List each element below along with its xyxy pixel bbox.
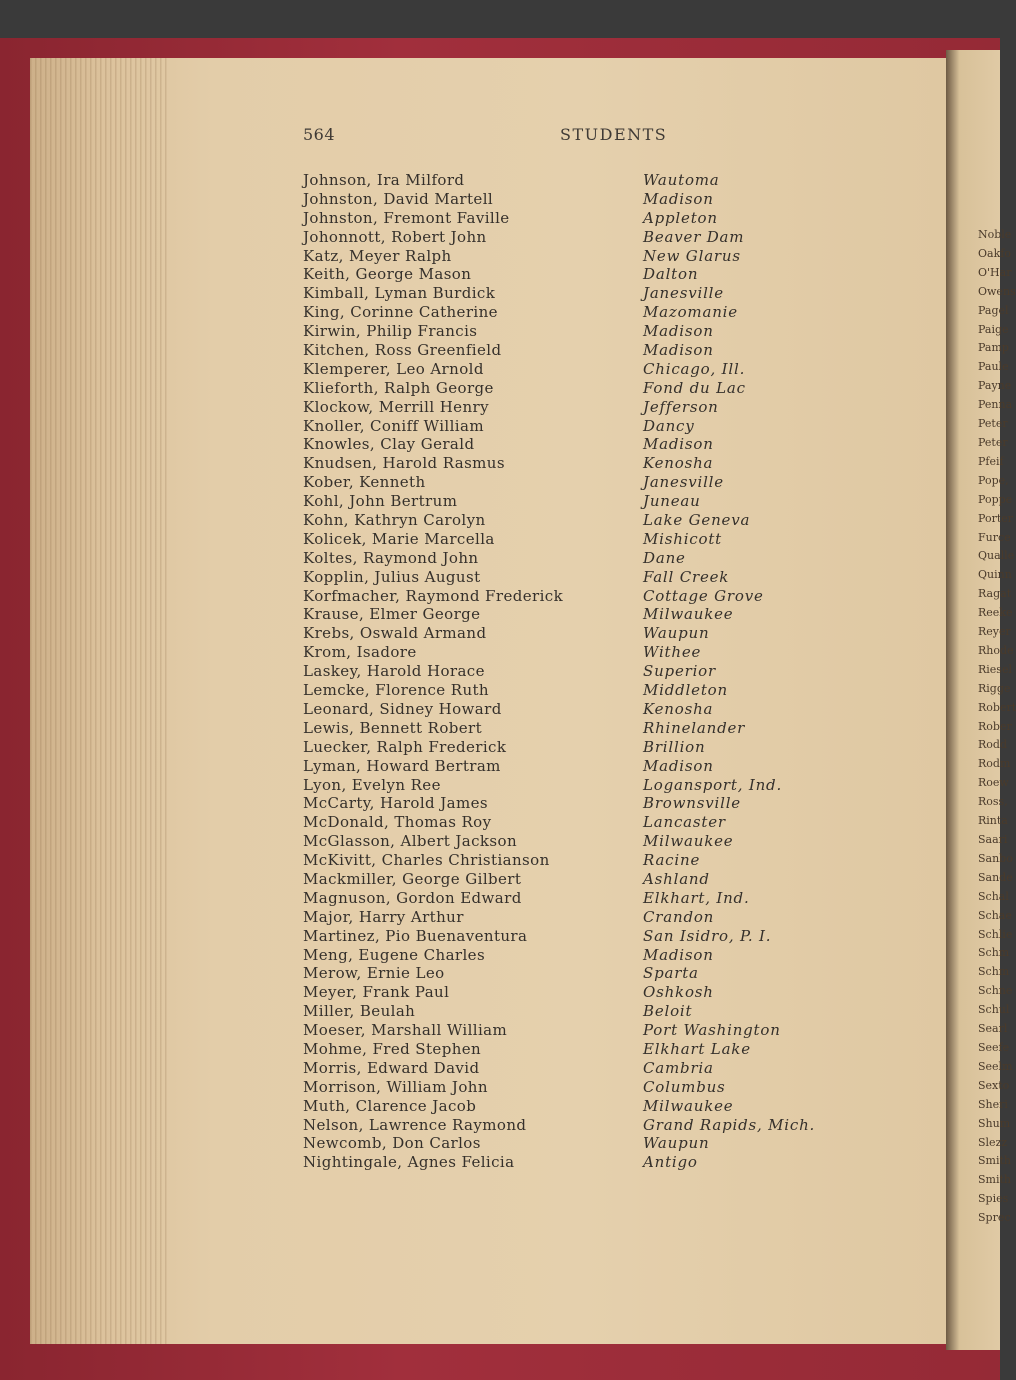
student-hometown: Dane [643,548,686,567]
student-name: Kohn, Kathryn Carolyn [303,511,486,530]
student-hometown: Milwaukee [643,1096,734,1115]
page-edges [30,58,170,1344]
list-item [303,265,903,284]
facing-page-word: Payne [978,379,1012,393]
student-name: Miller, Beulah [303,1002,416,1021]
student-name: Lyon, Evelyn Ree [303,775,441,794]
student-name: Kopplin, Julius August [303,567,481,586]
page-header [0,125,1000,149]
facing-page-word: Qualle [978,549,1015,563]
student-name: Krause, Elmer George [303,605,481,624]
student-hometown: Elkhart Lake [643,1039,751,1058]
list-item [303,719,903,738]
student-hometown: Brownsville [643,794,741,813]
list-item [303,1134,903,1153]
student-name: Newcomb, Don Carlos [303,1134,481,1153]
student-name: McKivitt, Charles Christianson [303,851,550,870]
student-hometown: Oshkosh [643,983,714,1002]
student-hometown: Mishicott [643,529,722,548]
facing-page-word: Pagel [978,303,1009,317]
student-name: McGlasson, Albert Jackson [303,832,518,851]
facing-page-word: Schne [978,984,1013,998]
list-item [303,832,903,851]
facing-page-word: Paule [978,360,1009,374]
student-hometown: Madison [643,435,714,454]
list-item [303,776,903,795]
student-hometown: Ashland [643,869,710,888]
running-head: STUDENTS [560,125,668,144]
facing-page-word: Shum [978,1116,1011,1130]
list-item [303,284,903,303]
student-name: Knoller, Coniff William [303,416,484,435]
list-item [303,1116,903,1135]
student-hometown: Fond du Lac [643,378,746,397]
student-name: Johnston, David Martell [303,189,494,208]
student-hometown: Withee [643,643,702,662]
facing-page-word: Oakfo [978,246,1011,260]
student-name: Knudsen, Harold Rasmus [303,454,505,473]
list-item [303,927,903,946]
student-name: Klockow, Merrill Henry [303,397,489,416]
list-item [303,435,903,454]
student-hometown: Janesville [643,284,724,303]
facing-page-word: Porter [978,511,1014,525]
list-item [303,549,903,568]
student-hometown: Beloit [643,1002,693,1021]
student-hometown: New Glarus [643,246,741,265]
list-item [303,417,903,436]
student-hometown: Milwaukee [643,605,734,624]
student-name: Morrison, William John [303,1077,488,1096]
list-item [303,322,903,341]
list-item [303,454,903,473]
student-name: Kitchen, Ross Greenfield [303,341,502,360]
student-name: Nightingale, Agnes Felicia [303,1153,515,1172]
list-item [303,1059,903,1078]
list-item [303,700,903,719]
facing-page-word: Rober [978,719,1012,733]
student-name: Koltes, Raymond John [303,548,479,567]
student-name: Laskey, Harold Horace [303,662,485,681]
list-item [303,964,903,983]
facing-page-word: Seefe [978,1040,1010,1054]
student-hometown: Waupun [643,624,710,643]
student-hometown: Kenosha [643,699,714,718]
student-name: Martinez, Pio Buenaventura [303,926,528,945]
student-name: Lewis, Bennett Robert [303,718,483,737]
student-hometown: Madison [643,322,714,341]
facing-page-word: Pope, [978,473,1009,487]
facing-page-word: Schae [978,908,1012,922]
student-hometown: Cambria [643,1058,714,1077]
student-name: Kohl, John Bertrum [303,492,458,511]
student-hometown: Sparta [643,964,699,983]
list-item [303,757,903,776]
facing-page-word: Schal [978,889,1009,903]
facing-page-word: Pfeif [978,454,1004,468]
student-name: McCarty, Harold James [303,794,488,813]
student-name: Kimball, Lyman Burdick [303,284,496,303]
page-number: 564 [303,125,336,144]
facing-page-word: Seelm [978,1059,1013,1073]
facing-page-word: Peter [978,435,1008,449]
facing-page-word: Quinn [978,568,1012,582]
list-item [303,624,903,643]
list-item [303,889,903,908]
list-item [303,228,903,247]
student-name: Johnson, Ira Milford [303,171,465,189]
student-name: Merow, Ernie Leo [303,964,445,983]
student-name: Kolicek, Marie Marcella [303,529,495,548]
list-item [303,303,903,322]
list-item [303,1097,903,1116]
facing-page-word: Sande [978,870,1013,884]
student-name: McDonald, Thomas Roy [303,813,492,832]
student-name: Klemperer, Leo Arnold [303,359,484,378]
student-hometown: Logansport, Ind. [643,775,783,794]
student-name: Luecker, Ralph Frederick [303,737,507,756]
student-hometown: Columbus [643,1077,726,1096]
facing-page-word: Sanbo [978,851,1013,865]
student-hometown: Madison [643,341,714,360]
list-item [303,171,903,190]
facing-page-word: Robert [978,700,1016,714]
list-item [303,568,903,587]
student-hometown: Juneau [643,492,701,511]
student-hometown: Appleton [643,208,718,227]
list-item [303,662,903,681]
student-hometown: Janesville [643,473,724,492]
facing-page-word: O'Har [978,265,1012,279]
student-hometown: Madison [643,189,714,208]
facing-page-word: Rhode [978,643,1014,657]
facing-page-word: Schlie [978,927,1013,941]
student-hometown: Lake Geneva [643,511,751,530]
facing-page-word: Riesel [978,662,1012,676]
student-hometown: San Isidro, P. I. [643,926,772,945]
list-item [303,813,903,832]
facing-page-word: Sprec [978,1211,1011,1225]
student-hometown: Mazomanie [643,303,738,322]
facing-page-word: Smith [978,1154,1011,1168]
facing-page-word: Schul [978,1003,1010,1017]
facing-page-word: Rodd [978,738,1007,752]
facing-page-word: Pamp [978,341,1009,355]
facing-page-word: Saari [978,833,1008,846]
facing-page-word: Ross, [978,795,1008,809]
student-name: Muth, Clarence Jacob [303,1096,477,1115]
student-hometown: Wautoma [643,171,720,189]
facing-page-word: Furce [978,530,1011,544]
student-roster [303,171,903,1172]
list-item [303,190,903,209]
student-name: Lyman, Howard Bertram [303,756,501,775]
list-item [303,209,903,228]
student-name: Knowles, Clay Gerald [303,435,475,454]
facing-page-word: Peter [978,417,1008,431]
student-name: Kober, Kenneth [303,473,426,492]
student-hometown: Kenosha [643,454,714,473]
facing-page-word: Owens [978,284,1016,298]
student-hometown: Milwaukee [643,832,734,851]
student-name: Klieforth, Ralph George [303,378,494,397]
facing-page-word: Paige [978,322,1009,336]
facing-page-word: Smith [978,1173,1011,1187]
facing-page-word: Ragat [978,587,1012,601]
student-name: Krom, Isadore [303,643,417,662]
student-name: Mohme, Fred Stephen [303,1039,482,1058]
student-hometown: Brillion [643,737,706,756]
list-item [303,1021,903,1040]
list-item [303,530,903,549]
student-name: Meng, Eugene Charles [303,945,486,964]
student-hometown: Cottage Grove [643,586,764,605]
student-name: Kirwin, Philip Francis [303,322,478,341]
list-item [303,587,903,606]
student-name: Nelson, Lawrence Raymond [303,1115,527,1134]
student-hometown: Dalton [643,265,699,284]
student-hometown: Beaver Dam [643,227,745,246]
student-hometown: Grand Rapids, Mich. [643,1115,816,1134]
list-item [303,1040,903,1059]
student-name: Katz, Meyer Ralph [303,246,452,265]
student-hometown: Waupun [643,1134,710,1153]
student-name: Mackmiller, George Gilbert [303,869,522,888]
student-hometown: Madison [643,945,714,964]
student-name: Meyer, Frank Paul [303,983,450,1002]
student-hometown: Port Washington [643,1021,781,1040]
list-item [303,946,903,965]
facing-page-word: Sheri [978,1097,1008,1111]
list-item [303,341,903,360]
facing-page-word: Poppe [978,492,1013,506]
list-item [303,908,903,927]
student-hometown: Dancy [643,416,695,435]
list-item [303,511,903,530]
facing-page-word: Reeke [978,606,1013,620]
student-hometown: Chicago, Ill. [643,359,746,378]
facing-page-word: Rigge [978,681,1011,695]
facing-page-word: Roew [978,776,1009,790]
student-name: Johonnott, Robert John [303,227,487,246]
list-item [303,473,903,492]
student-hometown: Antigo [643,1153,698,1172]
list-item [303,794,903,813]
student-hometown: Superior [643,662,716,681]
student-name: Korfmacher, Raymond Frederick [303,586,564,605]
student-hometown: Lancaster [643,813,726,832]
list-item [303,247,903,266]
list-item [303,643,903,662]
list-item [303,983,903,1002]
student-name: Krebs, Oswald Armand [303,624,487,643]
facing-page-word: Noble [978,228,1012,241]
student-hometown: Fall Creek [643,567,730,586]
facing-page-word: Slezz [978,1135,1008,1149]
list-item [303,398,903,417]
student-name: Johnston, Fremont Faville [303,208,510,227]
facing-page-word: Penna [978,398,1013,412]
student-name: Major, Harry Arthur [303,907,464,926]
facing-page-edge [946,50,1016,1350]
facing-page-word: Rodm [978,757,1011,771]
student-hometown: Rhinelander [643,718,746,737]
student-name: Morris, Edward David [303,1058,480,1077]
list-item [303,738,903,757]
facing-page-word: Spies [978,1192,1009,1206]
student-hometown: Madison [643,756,714,775]
facing-page-word: Schm [978,965,1010,979]
student-hometown: Middleton [643,681,728,700]
facing-page-word: Rinta [978,814,1008,828]
facing-page-word: Sexto [978,1078,1010,1092]
list-item [303,492,903,511]
facing-page-word: Reyer [978,625,1011,639]
facing-page-text [978,226,1016,1228]
student-name: Keith, George Mason [303,265,472,284]
list-item [303,870,903,889]
student-hometown: Racine [643,851,701,870]
list-item [303,851,903,870]
student-hometown: Elkhart, Ind. [643,888,750,907]
list-item [303,1078,903,1097]
list-item [303,360,903,379]
facing-page-word: Schm [978,946,1010,960]
student-name: Leonard, Sidney Howard [303,699,502,718]
student-hometown: Jefferson [643,397,719,416]
list-item [303,379,903,398]
student-name: Moeser, Marshall William [303,1021,508,1040]
student-hometown: Crandon [643,907,715,926]
student-name: King, Corinne Catherine [303,303,498,322]
student-name: Magnuson, Gordon Edward [303,888,522,907]
facing-page-word: Searl [978,1022,1008,1036]
list-item [303,605,903,624]
list-item [303,681,903,700]
list-item [303,1002,903,1021]
list-item [303,1153,903,1172]
student-name: Lemcke, Florence Ruth [303,681,489,700]
